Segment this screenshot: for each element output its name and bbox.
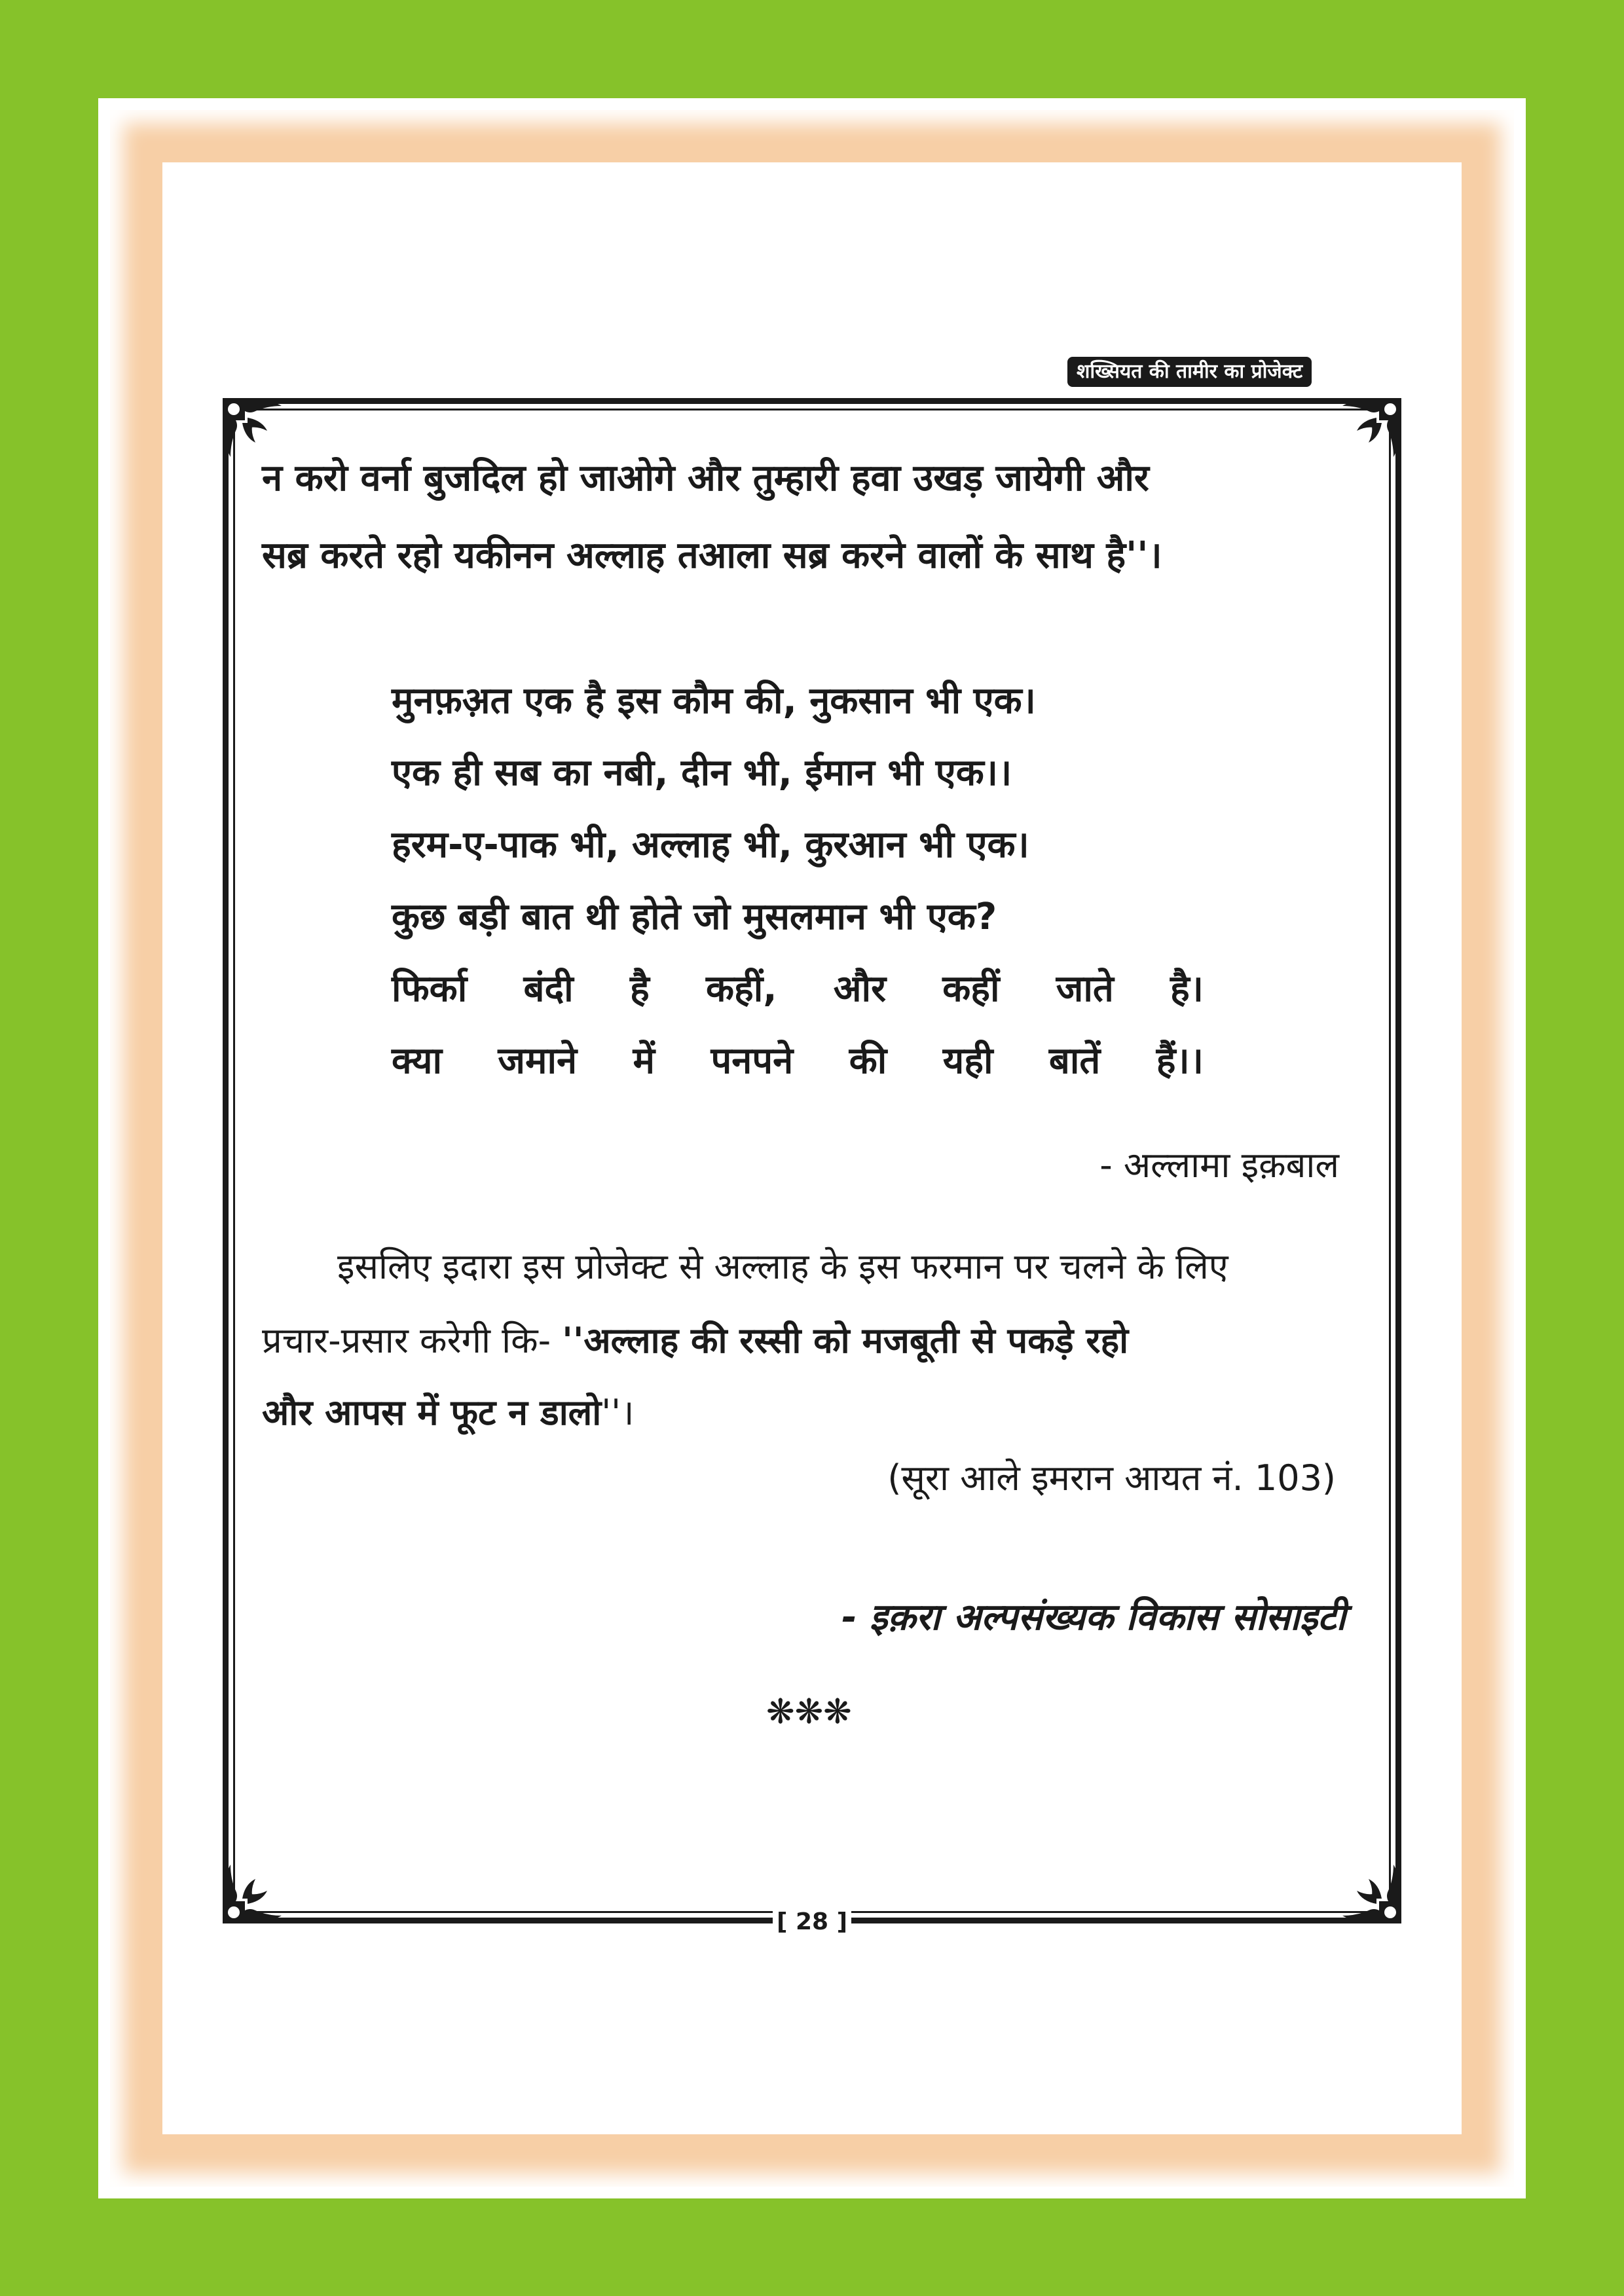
organization-signature: - इक़रा अल्पसंख्यक विकास सोसाइटी bbox=[841, 1596, 1346, 1639]
poem-line-4: कुछ बड़ी बात थी होते जो मुसलमान भी एक? bbox=[392, 896, 997, 938]
poem-attribution: - अल्लामा इक़बाल bbox=[1099, 1144, 1339, 1186]
quran-quote-start: ''अल्लाह की रस्सी को मजबूती से पकड़े रहो bbox=[562, 1320, 1129, 1361]
corner-ornament-icon bbox=[1336, 1858, 1408, 1930]
poem-line-5: फिर्का बंदी है कहीं, और कहीं जाते है। bbox=[392, 968, 1204, 1010]
quran-quote-end: और आपस में फूट न डालो bbox=[262, 1392, 602, 1433]
intro-line-2: सब्र करते रहो यकीनन अल्लाह तआला सब्र करने वालों के साथ है''। bbox=[262, 534, 1162, 577]
poem-line-1: मुनफ़अ़त एक है इस कौम की, नुकसान भी एक। bbox=[392, 680, 1036, 722]
section-end-ornament: ❋❋❋ bbox=[766, 1692, 852, 1732]
intro-line-1: न करो वर्ना बुजदिल हो जाओगे और तुम्हारी हवा उखड़ जायेगी और bbox=[262, 457, 1149, 500]
poem-line-2: एक ही सब का नबी, दीन भी, ईमान भी एक।। bbox=[392, 752, 1012, 794]
poem-line-6: क्या जमाने में पनपने की यही बातें हैं।। bbox=[392, 1040, 1204, 1082]
page-number: [ 28 ] bbox=[773, 1904, 851, 1941]
corner-ornament-icon bbox=[216, 1858, 288, 1930]
poem-line-3: हरम-ए-पाक भी, अल्लाह भी, कुरआन भी एक। bbox=[392, 824, 1029, 866]
running-header: शख्सियत की तामीर का प्रोजेक्ट bbox=[1067, 357, 1312, 387]
paragraph-line-2-plain: प्रचार-प्रसार करेगी कि- bbox=[262, 1320, 551, 1361]
paragraph-line-3-end: ''। bbox=[601, 1392, 635, 1433]
paragraph-line-2 bbox=[262, 1315, 1369, 1363]
paragraph-line-1: इसलिए इदारा इस प्रोजेक्ट से अल्लाह के इस फरमान पर चलने के लिए bbox=[337, 1246, 1228, 1287]
paragraph-line-3 bbox=[262, 1387, 1369, 1435]
quran-reference: (सूरा आले इमरान आयत नं. 103) bbox=[887, 1457, 1336, 1499]
